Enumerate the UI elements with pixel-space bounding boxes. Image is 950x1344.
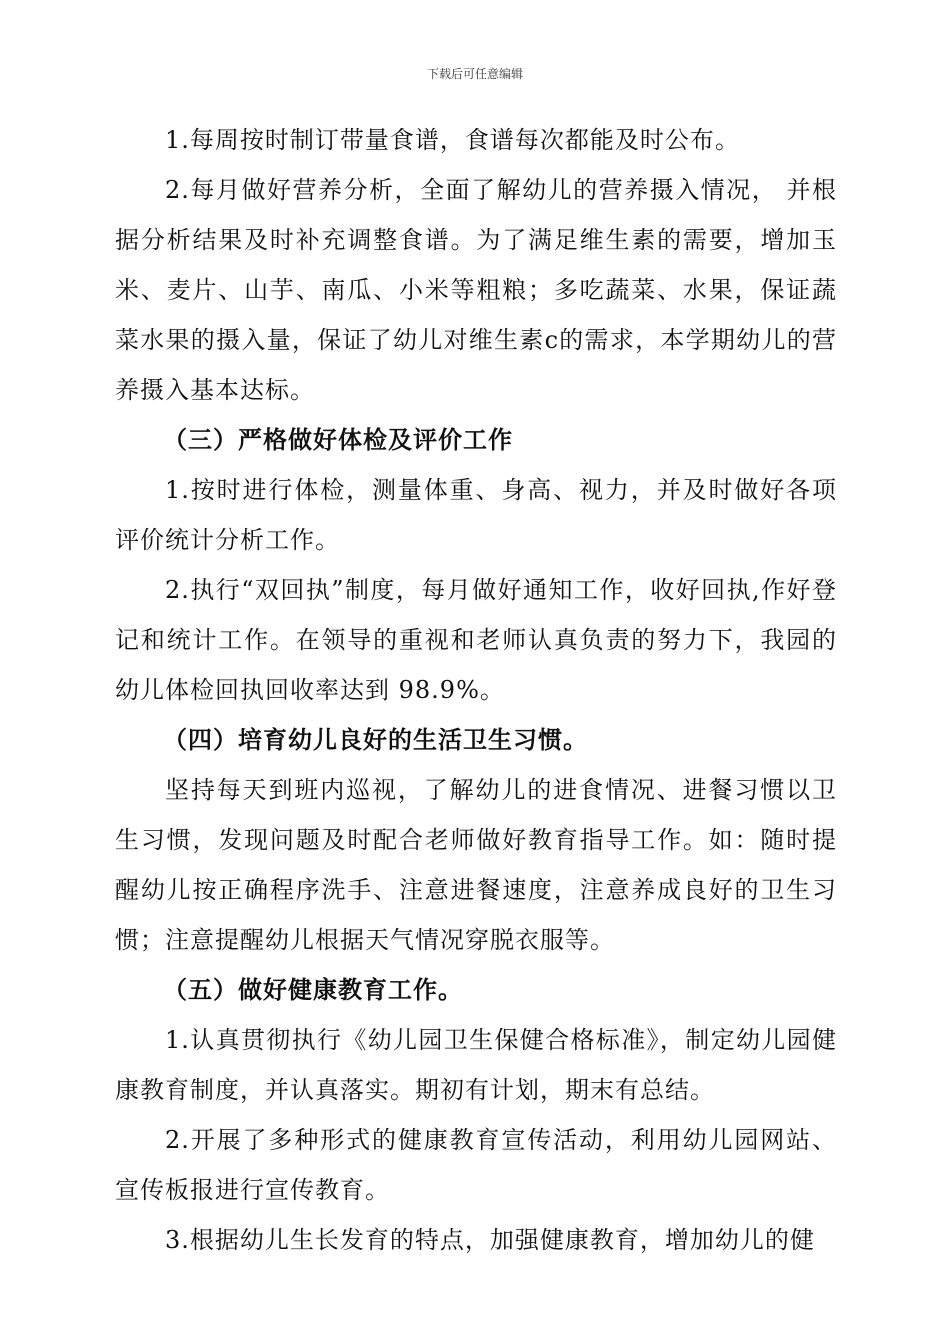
document-body [115, 115, 837, 1265]
checkup-item-1: 1.按时进行体检，测量体重、身高、视力，并及时做好各项评价统计分析工作。 [115, 476, 837, 554]
habit-paragraph: 坚持每天到班内巡视，了解幼儿的进食情况、进餐习惯以卫生习惯，发现问题及时配合老师做好教育指导工作。如：随时提醒幼儿按正确程序洗手、注意进餐速度，注意养成良好的卫生习惯；注意提醒幼儿根据天气情况穿脱衣服等。 [115, 776, 837, 954]
section-heading-3: （三）严格做好体检及评价工作 [163, 426, 513, 454]
education-item-3: 3.根据幼儿生长发育的特点，加强健康教育，增加幼儿的健 [165, 1226, 815, 1254]
section-heading-4: （四）培育幼儿良好的生活卫生习惯。 [163, 726, 588, 754]
education-item-1: 1.认真贯彻执行《幼儿园卫生保健合格标准》，制定幼儿园健康教育制度，并认真落实。期初有计划，期末有总结。 [115, 1026, 837, 1104]
education-item-2: 2.开展了多种形式的健康教育宣传活动，利用幼儿园网站、宣传板报进行宣传教育。 [115, 1126, 837, 1204]
section-heading-5: （五）做好健康教育工作。 [163, 976, 463, 1004]
page-header: 下载后可任意编辑 [426, 67, 523, 81]
menu-item-2: 2.每月做好营养分析，全面了解幼儿的营养摄入情况， 并根据分析结果及时补充调整食谱。为了满足维生素的需要，增加玉米、麦片、山芋、南瓜、小米等粗粮；多吃蔬菜、水果，保证蔬菜水果的摄入量，保证了幼儿对维生素c的需求，本学期幼儿的营养摄入基本达标。 [115, 176, 837, 404]
menu-item-1: 1.每周按时制订带量食谱，食谱每次都能及时公布。 [165, 126, 740, 154]
checkup-item-2: 2.执行“双回执”制度，每月做好通知工作，收好回执,作好登记和统计工作。在领导的重视和老师认真负责的努力下，我园的幼儿体检回执回收率达到 98.9%。 [115, 576, 837, 704]
